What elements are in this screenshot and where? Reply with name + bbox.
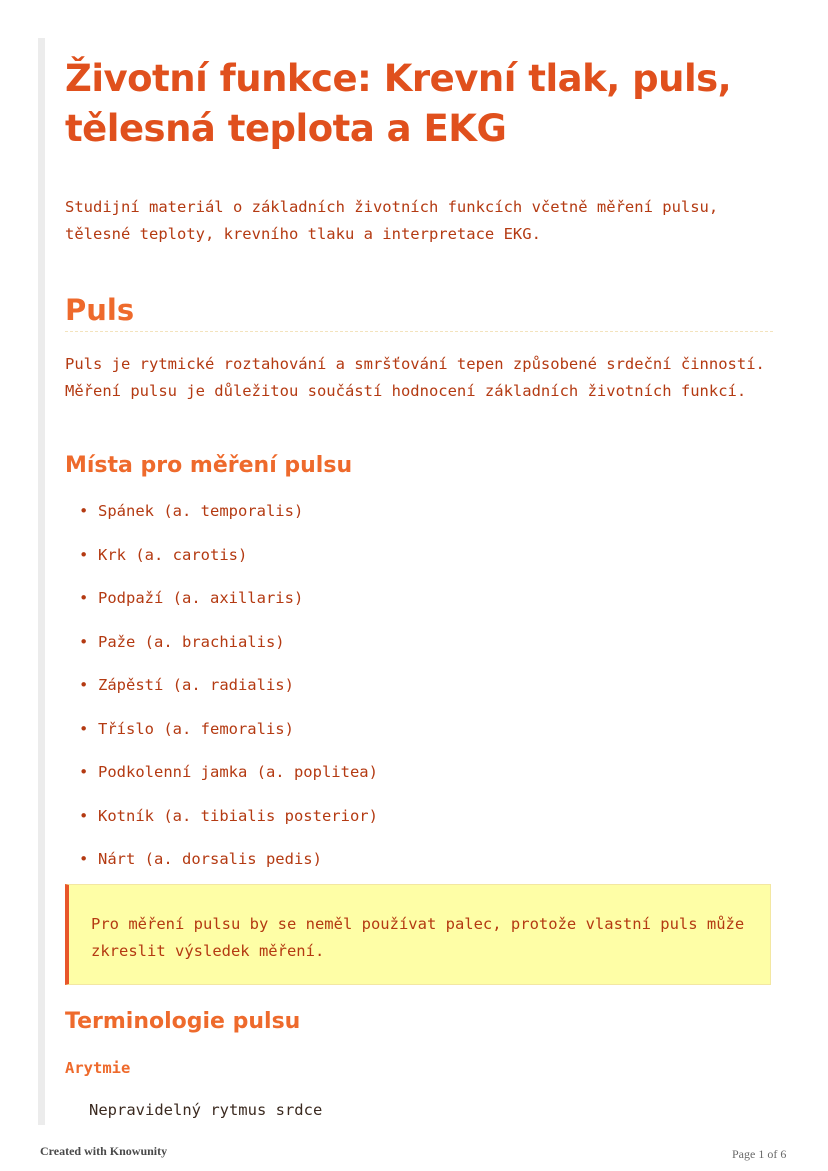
puls-paragraph: Puls je rytmické roztahování a smršťování tepen způsobené srdeční činností. Měření pulsu je důležitou součástí hodnocení základních životních funkcí. [65,355,765,400]
warning-note-text: Pro měření pulsu by se neměl používat palec, protože vlastní puls může zkreslit výsledek měření. [91,915,745,960]
bullet-icon: • [79,806,89,825]
left-margin-bar [38,38,45,1125]
list-item [65,672,378,716]
bullet-icon: • [79,719,89,738]
list-item [65,498,378,542]
bullet-icon: • [79,632,89,651]
bullet-icon: • [79,589,89,607]
bullet-icon: • [79,763,89,781]
list-item [65,716,378,760]
list-item-text: Spánek (a. temporalis) [98,502,304,520]
warning-note [65,884,771,985]
bullet-icon: • [79,850,89,868]
section-divider [65,331,773,332]
page-title: Životní funkce: Krevní tlak, puls, tělesná teplota a EKG [65,57,732,150]
list-item-text: Zápěstí (a. radialis) [98,676,294,694]
list-item [65,629,378,673]
bullet-icon: • [79,502,89,520]
places-list [65,498,378,890]
section-heading-puls: Puls [65,293,135,327]
subheading-places: Místa pro měření pulsu [65,453,353,478]
list-item [65,846,378,890]
list-item-text: Krk (a. carotis) [98,545,248,564]
list-item-text: Tříslo (a. femoralis) [98,719,294,738]
list-item-text: Nárt (a. dorsalis pedis) [98,850,322,868]
subheading-terminology: Terminologie pulsu [65,1009,301,1034]
footer-created-with: Created with Knowunity [40,1144,168,1158]
list-item-text: Paže (a. brachialis) [98,632,285,651]
bullet-icon: • [79,545,89,564]
footer-page-number: Page 1 of 6 [732,1147,787,1161]
term-name: Arytmie [65,1059,131,1077]
term-description: Nepravidelný rytmus srdce [89,1101,323,1119]
list-item-text: Podpaží (a. axillaris) [98,589,304,607]
list-item [65,542,378,586]
intro-paragraph: Studijní materiál o základních životních funkcích včetně měření pulsu, tělesné teploty, krevního tlaku a interpretace EKG. [65,198,719,243]
list-item-text: Podkolenní jamka (a. poplitea) [98,763,378,781]
list-item-text: Kotník (a. tibialis posterior) [98,806,378,825]
list-item [65,759,378,803]
bullet-icon: • [79,676,89,694]
list-item [65,803,378,847]
list-item [65,585,378,629]
